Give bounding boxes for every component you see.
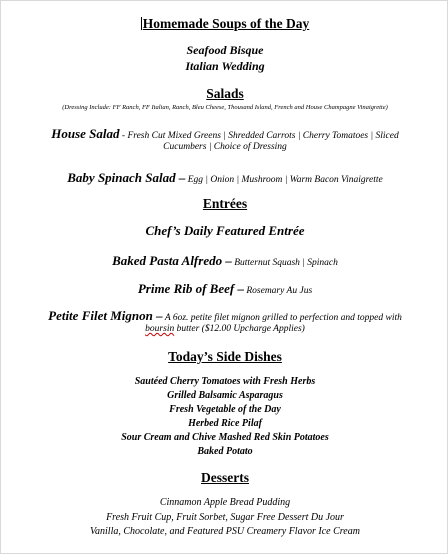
side-item: Baked Potato [197, 446, 253, 457]
entrees-heading: Entrées [202, 196, 248, 211]
prime-rib-name: Prime Rib of Beef – [137, 281, 244, 296]
prime-rib-desc: Rosemary Au Jus [243, 286, 313, 296]
house-salad-desc: - Fresh Cut Mixed Greens | Shredded Carrots | Cherry Tomatoes | Sliced [119, 131, 399, 141]
sides-heading: Today’s Side Dishes [168, 349, 282, 364]
spinach-salad-name: Baby Spinach Salad – [67, 170, 186, 185]
side-item: Sautéed Cherry Tomatoes with Fresh Herbs [134, 376, 316, 387]
chef-featured-entree: Chef’s Daily Featured Entrée [145, 223, 305, 238]
prime-rib-line [1, 280, 448, 298]
side-item: Herbed Rice Pilaf [188, 418, 262, 429]
pasta-line [1, 252, 448, 270]
soups-heading: Homemade Soups of the Day [142, 16, 310, 31]
dessert-item: Cinnamon Apple Bread Pudding [159, 497, 291, 508]
filet-line1 [1, 307, 448, 325]
filet-desc: A 6oz. petite filet mignon grilled to perfection and topped with [162, 313, 402, 323]
spinach-salad-line [1, 169, 448, 187]
dessert-item: Fresh Fruit Cup, Fruit Sorbet, Sugar Free Dessert Du Jour [106, 512, 344, 523]
house-salad-name: House Salad [51, 126, 120, 141]
side-item: Grilled Balsamic Asparagus [167, 390, 283, 401]
dessert-item: Vanilla, Chocolate, and Featured PSU Creamery Flavor Ice Cream [90, 526, 360, 537]
dressing-note: (Dressing Include: FF Ranch, FF Italian, Ranch, Bleu Cheese, Thousand Island, French and House Champagne Vinaigrette) [62, 104, 388, 111]
soup-item: Seafood Bisque [186, 43, 264, 57]
side-item: Fresh Vegetable of the Day [169, 404, 281, 415]
spinach-salad-desc: Egg | Onion | Mushroom | Warm Bacon Vinaigrette [185, 175, 383, 185]
pasta-name: Baked Pasta Alfredo – [112, 253, 232, 268]
house-salad-line1 [1, 125, 448, 143]
spellcheck-word: boursin [145, 324, 175, 334]
side-item: Sour Cream and Chive Mashed Red Skin Potatoes [121, 432, 329, 443]
house-salad-desc-cont: Cucumbers | Choice of Dressing [163, 142, 287, 152]
filet-name: Petite Filet Mignon – [48, 308, 163, 323]
filet-desc-cont: boursin butter ($12.00 Upcharge Applies) [145, 324, 305, 334]
soup-item: Italian Wedding [185, 59, 265, 73]
pasta-desc: Butternut Squash | Spinach [231, 258, 338, 268]
text-cursor [141, 17, 142, 30]
salads-heading: Salads [206, 86, 244, 101]
desserts-heading: Desserts [201, 470, 249, 485]
